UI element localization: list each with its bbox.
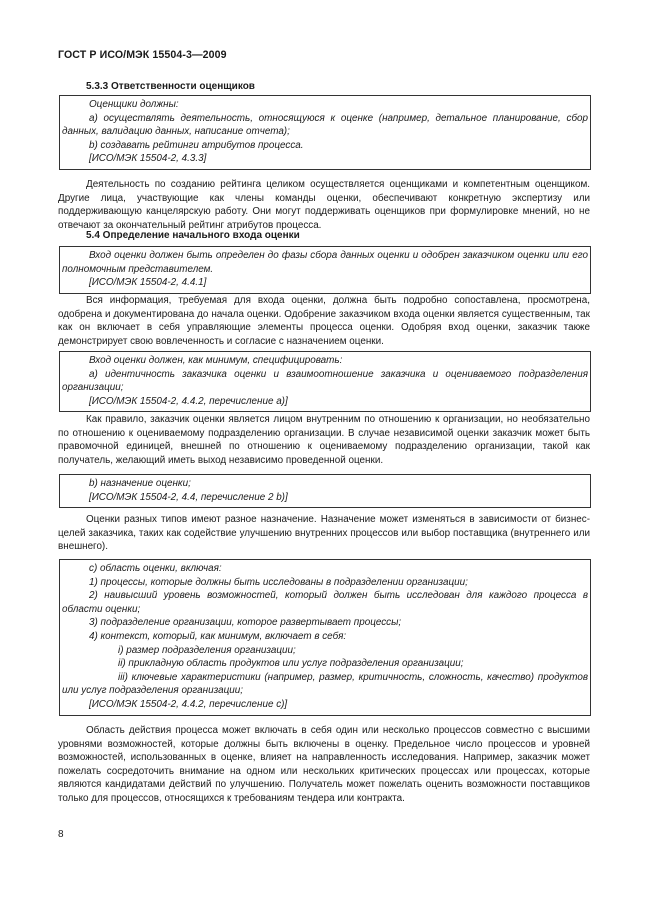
box-line: 1) процессы, которые должны быть исследованы в подразделении организации;: [89, 576, 468, 588]
paragraph-text: Область действия процесса может включать в себя один или несколько процессов совместно с высшими уровнями возможностей, которые должны быть включены в оценку. Предельное число процессов и уровней возможностей, использованных в оценке, влияет на направленность исследования. Например, заказчик может пожелать сосредоточить внимание на одном или нескольких критических процессах или процессах, которые являются кандидатами действий по улучшению. Получатель может пожелать оценить возможности поставщиков только для процессов, относящихся к требованиям тендера или контракта.: [58, 725, 590, 804]
paragraph: [58, 513, 590, 554]
paragraph: [58, 178, 590, 232]
box-line: a) осуществлять деятельность, относящуюся к оценке (например, детальное планирование, сбор данных, валидацию данных, написание отчета);: [62, 112, 588, 138]
box-line: a) идентичность заказчика оценки и взаимоотношение заказчика и оцениваемого подразделения организации;: [62, 368, 588, 394]
box-line: b) создавать рейтинги атрибутов процесса.: [89, 139, 304, 151]
page-number: 8: [58, 829, 64, 840]
requirement-box-purpose: [59, 474, 591, 508]
box-line: c) область оценки, включая:: [89, 563, 222, 574]
box-line: 4) контекст, который, как минимум, включает в себя:: [89, 630, 347, 642]
requirement-box-input-spec: [59, 351, 591, 412]
box-reference: [ИСО/МЭК 15504-2, 4.3.3]: [89, 153, 207, 165]
requirement-box-assessors: [59, 95, 591, 170]
requirement-box-scope: [59, 559, 591, 716]
section-5-4-title: 5.4 Определение начального входа оценки: [86, 230, 300, 241]
box-line: Вход оценки должен, как минимум, специфицировать:: [89, 355, 343, 366]
box-line: Оценщики должны:: [89, 99, 179, 110]
box-reference: [ИСО/МЭК 15504-2, 4.4.1]: [89, 277, 207, 289]
box-reference: [ИСО/МЭК 15504-2, 4.4.2, перечисление c)]: [89, 698, 288, 710]
paragraph-text: Оценки разных типов имеют разное назначение. Назначение может изменяться в зависимости от бизнес-целей заказчика, таких как содействие улучшению внутренних процессов или выбор поставщика (внутреннего или внешнего).: [58, 514, 590, 553]
page-header: ГОСТ Р ИСО/МЭК 15504-3—2009: [58, 49, 227, 61]
section-5-3-3-title: 5.3.3 Ответственности оценщиков: [86, 81, 255, 92]
requirement-box-input-defined: [59, 246, 591, 294]
paragraph-text: Деятельность по созданию рейтинга целиком осуществляется оценщиками и компетентным оценщиком. Другие лица, участвующие как члены команды оценки, обеспечивают конкретную экспертизу или поддерживающую канцелярскую работу. Они могут поддерживать оценщиков при формулировке мнений, но не отвечают за окончательный рейтинг атрибутов процесса.: [58, 179, 590, 231]
box-line: Вход оценки должен быть определен до фазы сбора данных оценки и одобрен заказчиком оценки или его полномочным представителем.: [62, 250, 588, 275]
box-line: b) назначение оценки;: [89, 478, 191, 489]
box-subline: iii) ключевые характеристики (например, размер, критичность, сложность, качество) продуктов или услуг подразделения организации;: [62, 671, 588, 697]
paragraph-text: Как правило, заказчик оценки является лицом внутренним по отношению к организации, но необязательно по отношению к оцениваемому подразделению организации. В случае независимой оценки заказчик может быть правомочной единицей, внешней по отношению к оцениваемому подразделению организации, такой как получатель, желающий иметь выход независимо проведенной оценки.: [58, 414, 590, 466]
box-reference: [ИСО/МЭК 15504-2, 4.4.2, перечисление a)]: [89, 395, 288, 407]
box-line: 3) подразделение организации, которое развертывает процессы;: [89, 617, 402, 629]
paragraph: [58, 413, 590, 467]
paragraph: [58, 724, 590, 806]
paragraph: [58, 294, 590, 348]
box-reference: [ИСО/МЭК 15504-2, 4.4, перечисление 2 b)]: [89, 491, 288, 503]
paragraph-text: Вся информация, требуемая для входа оценки, должна быть подробно сопоставлена, просмотрена, одобрена и документирована до начала оценки. Одобрение заказчиком входа оценки является существенным, так как он включает в себя управляющие элементы процесса оценки. Одобряя вход оценки, заказчик также демонстрирует свою вовлеченность и согласие с назначением оценки.: [58, 295, 590, 347]
box-line: 2) наивысший уровень возможностей, который должен быть исследован для каждого процесса в области оценки;: [62, 590, 588, 615]
box-subline: ii) прикладную область продуктов или услуг подразделения организации;: [118, 658, 464, 670]
box-subline: i) размер подразделения организации;: [118, 644, 296, 656]
